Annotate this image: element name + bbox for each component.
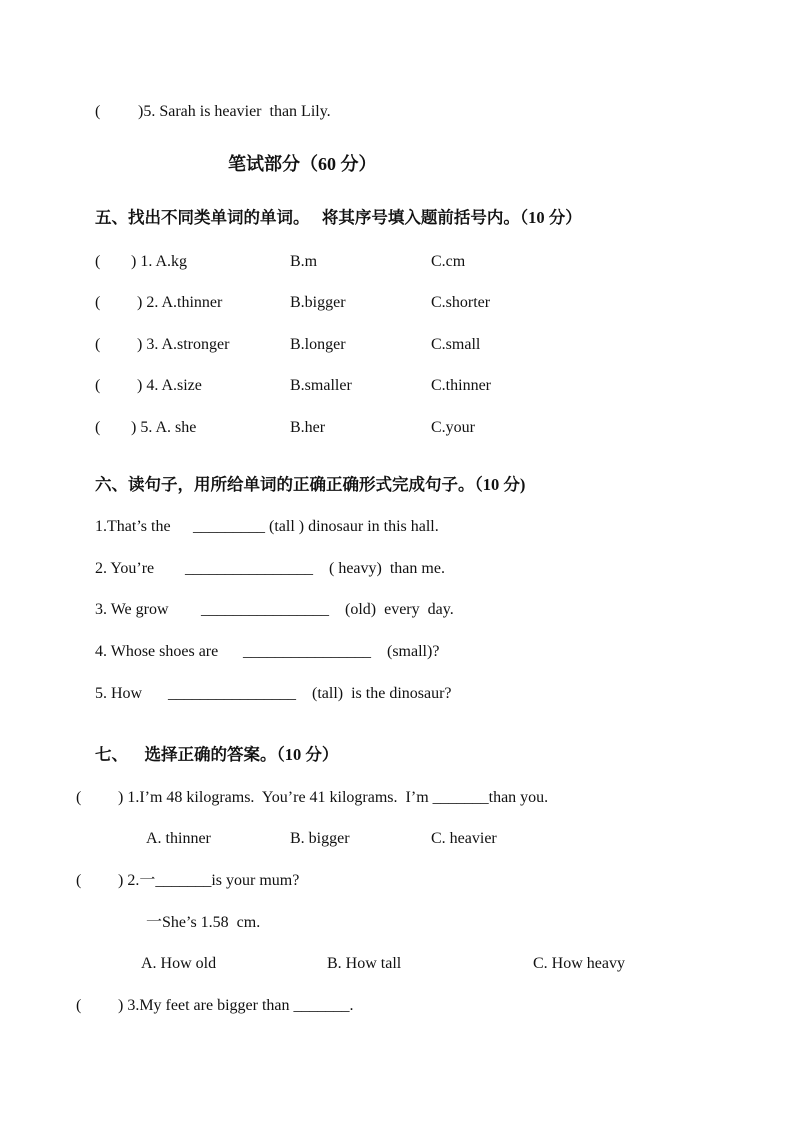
answer-paren-open: ( <box>95 294 101 311</box>
item-option-b: B.m <box>290 253 318 270</box>
item-option-a: ) 2. A.thinner <box>137 294 223 311</box>
question-text: ) 2.一_______is your mum? <box>118 872 300 889</box>
item-option-b: B.her <box>290 419 326 436</box>
answer-text: 一She’s 1.58 cm. <box>146 914 261 931</box>
sentence-end: (tall ) dinosaur in this hall. <box>269 518 439 535</box>
sentence-end: (old) every day. <box>345 601 454 618</box>
choice-c: C. heavier <box>431 830 497 847</box>
sentence-start: 5. How <box>95 685 143 702</box>
answer-blank[interactable]: _________ <box>193 518 265 535</box>
choice-b: B. bigger <box>290 830 350 847</box>
question-text: )5. Sarah is heavier than Lily. <box>138 103 331 120</box>
section5-heading: 五、找出不同类单词的单词。 将其序号填入题前括号内。（10 分） <box>95 208 582 227</box>
section6-heading: 六、读句子，用所给单词的正确正确形式完成句子。（10 分) <box>95 475 526 494</box>
choice-a: A. How old <box>141 955 217 972</box>
answer-blank[interactable]: ________________ <box>243 643 371 660</box>
sentence-end: (tall) is the dinosaur? <box>312 685 452 702</box>
choice-c: C. How heavy <box>533 955 625 972</box>
sentence-end: (small)? <box>387 643 440 660</box>
sentence-start: 4. Whose shoes are <box>95 643 219 660</box>
item-option-b: B.smaller <box>290 377 352 394</box>
item-option-a: ) 5. A. she <box>131 419 197 436</box>
section7-heading: 七、 选择正确的答案。（10 分） <box>95 745 339 764</box>
answer-paren-open: ( <box>76 789 82 806</box>
sentence-start: 3. We grow <box>95 601 169 618</box>
answer-blank[interactable]: ________________ <box>201 601 329 618</box>
answer-paren-open: ( <box>95 336 101 353</box>
sentence-end: ( heavy) than me. <box>329 560 445 577</box>
choice-b: B. How tall <box>327 955 402 972</box>
item-option-a: ) 1. A.kg <box>131 253 187 270</box>
question-text: ) 3.My feet are bigger than _______. <box>118 997 354 1014</box>
answer-paren-open: ( <box>95 253 101 270</box>
answer-blank[interactable]: ________________ <box>168 685 296 702</box>
item-option-b: B.longer <box>290 336 346 353</box>
answer-paren-open: ( <box>95 419 101 436</box>
choice-a: A. thinner <box>146 830 211 847</box>
item-option-c: C.your <box>431 419 475 436</box>
item-option-a: ) 4. A.size <box>137 377 202 394</box>
item-option-c: C.cm <box>431 253 466 270</box>
answer-paren-open: ( <box>95 103 101 120</box>
item-option-a: ) 3. A.stronger <box>137 336 230 353</box>
answer-blank[interactable]: ________________ <box>185 560 313 577</box>
sentence-start: 1.That’s the <box>95 518 171 535</box>
item-option-c: C.shorter <box>431 294 491 311</box>
item-option-b: B.bigger <box>290 294 346 311</box>
answer-paren-open: ( <box>95 377 101 394</box>
item-option-c: C.small <box>431 336 481 353</box>
item-option-c: C.thinner <box>431 377 491 394</box>
answer-paren-open: ( <box>76 997 82 1014</box>
answer-paren-open: ( <box>76 872 82 889</box>
section-title: 笔试部分（60 分） <box>228 154 377 174</box>
question-text: ) 1.I’m 48 kilograms. You’re 41 kilograms. I’m _______than you. <box>118 789 549 806</box>
sentence-start: 2. You’re <box>95 560 155 577</box>
